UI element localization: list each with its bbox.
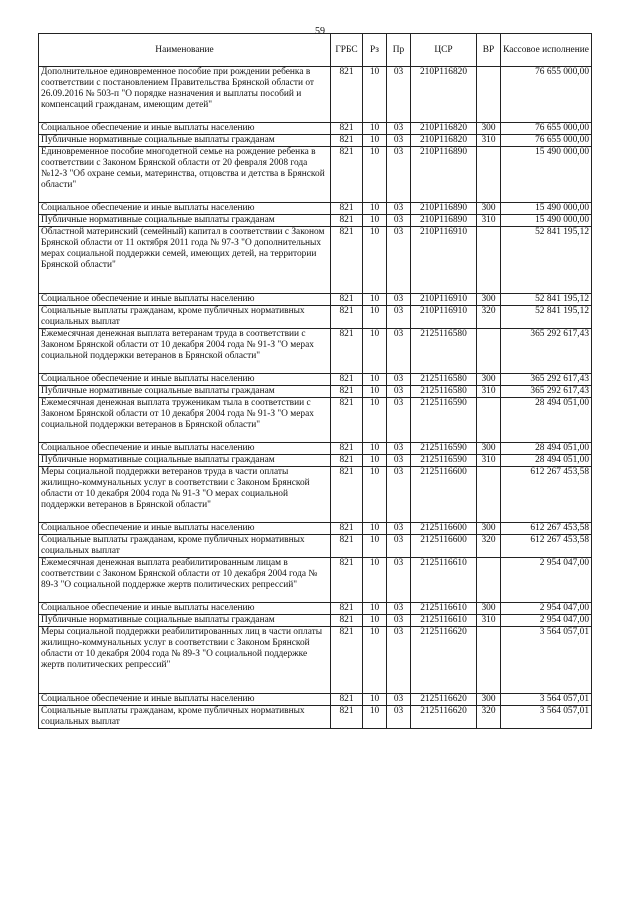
row-rz-cell: 10 bbox=[363, 329, 387, 374]
row-sum-cell: 365 292 617,43 bbox=[501, 386, 592, 398]
row-csr-cell: 2125116620 bbox=[411, 627, 477, 694]
row-name-cell: Ежемесячная денежная выплата ветеранам труда в соответствии с Законом Брянской области от 10 декабря 2004 года № 91-З "О мерах социальной поддержки ветеранов в Брянской области" bbox=[39, 329, 331, 374]
row-rz-cell: 10 bbox=[363, 227, 387, 294]
row-csr-cell: 2125116600 bbox=[411, 535, 477, 558]
row-grbs-cell: 821 bbox=[331, 374, 363, 386]
row-sum-cell: 3 564 057,01 bbox=[501, 706, 592, 729]
row-rz-cell: 10 bbox=[363, 615, 387, 627]
row-pr-cell: 03 bbox=[387, 386, 411, 398]
row-name-cell: Областной материнский (семейный) капитал в соответствии с Законом Брянской области от 11 октября 2011 года № 97-З "О дополнительных мерах социальной поддержки семей, имеющих детей, на территории Брянской области" bbox=[39, 227, 331, 294]
row-grbs-cell: 821 bbox=[331, 329, 363, 374]
row-rz-cell: 10 bbox=[363, 398, 387, 443]
row-grbs-cell: 821 bbox=[331, 67, 363, 123]
row-rz-cell: 10 bbox=[363, 147, 387, 203]
row-vr-cell bbox=[477, 467, 501, 523]
row-pr-cell: 03 bbox=[387, 467, 411, 523]
row-rz-cell: 10 bbox=[363, 467, 387, 523]
row-csr-cell: 2125116590 bbox=[411, 443, 477, 455]
table-row bbox=[39, 706, 592, 729]
row-name-cell: Социальное обеспечение и иные выплаты населению bbox=[39, 603, 331, 615]
row-sum-cell: 365 292 617,43 bbox=[501, 329, 592, 374]
table-body bbox=[39, 67, 592, 729]
row-pr-cell: 03 bbox=[387, 455, 411, 467]
row-vr-cell: 320 bbox=[477, 535, 501, 558]
row-grbs-cell: 821 bbox=[331, 215, 363, 227]
table-row bbox=[39, 558, 592, 603]
row-rz-cell: 10 bbox=[363, 215, 387, 227]
budget-table bbox=[38, 33, 592, 729]
row-name-cell: Публичные нормативные социальные выплаты гражданам bbox=[39, 386, 331, 398]
table-row bbox=[39, 135, 592, 147]
row-rz-cell: 10 bbox=[363, 558, 387, 603]
row-grbs-cell: 821 bbox=[331, 694, 363, 706]
row-rz-cell: 10 bbox=[363, 694, 387, 706]
table-row bbox=[39, 123, 592, 135]
header-pr: Пр bbox=[387, 34, 411, 67]
header-rz: Рз bbox=[363, 34, 387, 67]
row-vr-cell: 320 bbox=[477, 706, 501, 729]
row-sum-cell: 28 494 051,00 bbox=[501, 455, 592, 467]
row-rz-cell: 10 bbox=[363, 455, 387, 467]
row-sum-cell: 15 490 000,00 bbox=[501, 203, 592, 215]
row-csr-cell: 2125116580 bbox=[411, 374, 477, 386]
row-csr-cell: 210Р116910 bbox=[411, 306, 477, 329]
row-csr-cell: 210Р116890 bbox=[411, 147, 477, 203]
row-rz-cell: 10 bbox=[363, 627, 387, 694]
row-grbs-cell: 821 bbox=[331, 398, 363, 443]
row-rz-cell: 10 bbox=[363, 374, 387, 386]
row-vr-cell bbox=[477, 67, 501, 123]
row-name-cell: Социальное обеспечение и иные выплаты населению bbox=[39, 294, 331, 306]
row-rz-cell: 10 bbox=[363, 386, 387, 398]
row-grbs-cell: 821 bbox=[331, 227, 363, 294]
row-pr-cell: 03 bbox=[387, 535, 411, 558]
header-name: Наименование bbox=[39, 34, 331, 67]
row-grbs-cell: 821 bbox=[331, 443, 363, 455]
row-name-cell: Меры социальной поддержки ветеранов труда в части оплаты жилищно-коммунальных услуг в соответствии с Законом Брянской области от 10 декабря 2004 года № 91-З "О мерах социальной поддержки ветеранов в Брянской области" bbox=[39, 467, 331, 523]
row-vr-cell: 310 bbox=[477, 615, 501, 627]
row-csr-cell: 2125116580 bbox=[411, 329, 477, 374]
row-csr-cell: 2125116590 bbox=[411, 398, 477, 443]
table-row bbox=[39, 523, 592, 535]
row-pr-cell: 03 bbox=[387, 147, 411, 203]
row-name-cell: Социальное обеспечение и иные выплаты населению bbox=[39, 523, 331, 535]
row-pr-cell: 03 bbox=[387, 694, 411, 706]
table-row bbox=[39, 467, 592, 523]
row-csr-cell: 2125116620 bbox=[411, 694, 477, 706]
row-name-cell: Социальные выплаты гражданам, кроме публичных нормативных социальных выплат bbox=[39, 706, 331, 729]
row-sum-cell: 365 292 617,43 bbox=[501, 374, 592, 386]
row-csr-cell: 210Р116910 bbox=[411, 294, 477, 306]
row-pr-cell: 03 bbox=[387, 374, 411, 386]
row-sum-cell: 76 655 000,00 bbox=[501, 135, 592, 147]
row-vr-cell bbox=[477, 147, 501, 203]
row-vr-cell bbox=[477, 398, 501, 443]
row-grbs-cell: 821 bbox=[331, 135, 363, 147]
table-row bbox=[39, 329, 592, 374]
header-sum: Кассовое исполнение bbox=[501, 34, 592, 67]
row-name-cell: Публичные нормативные социальные выплаты гражданам bbox=[39, 615, 331, 627]
row-csr-cell: 210Р116890 bbox=[411, 203, 477, 215]
row-grbs-cell: 821 bbox=[331, 203, 363, 215]
row-rz-cell: 10 bbox=[363, 294, 387, 306]
row-rz-cell: 10 bbox=[363, 443, 387, 455]
row-csr-cell: 2125116610 bbox=[411, 615, 477, 627]
row-name-cell: Ежемесячная денежная выплата труженикам тыла в соответствии с Законом Брянской области от 10 декабря 2004 года № 91-З "О мерах социальной поддержки ветеранов в Брянской области" bbox=[39, 398, 331, 443]
row-name-cell: Публичные нормативные социальные выплаты гражданам bbox=[39, 135, 331, 147]
row-vr-cell: 320 bbox=[477, 306, 501, 329]
row-csr-cell: 210Р116910 bbox=[411, 227, 477, 294]
row-vr-cell: 300 bbox=[477, 523, 501, 535]
row-vr-cell bbox=[477, 329, 501, 374]
row-csr-cell: 210Р116890 bbox=[411, 215, 477, 227]
row-csr-cell: 2125116610 bbox=[411, 603, 477, 615]
row-sum-cell: 15 490 000,00 bbox=[501, 215, 592, 227]
row-name-cell: Публичные нормативные социальные выплаты гражданам bbox=[39, 455, 331, 467]
header-grbs: ГРБС bbox=[331, 34, 363, 67]
row-pr-cell: 03 bbox=[387, 398, 411, 443]
row-vr-cell: 310 bbox=[477, 386, 501, 398]
row-grbs-cell: 821 bbox=[331, 123, 363, 135]
row-pr-cell: 03 bbox=[387, 135, 411, 147]
row-csr-cell: 210Р116820 bbox=[411, 123, 477, 135]
table-row bbox=[39, 627, 592, 694]
table-row bbox=[39, 455, 592, 467]
row-pr-cell: 03 bbox=[387, 329, 411, 374]
row-vr-cell bbox=[477, 227, 501, 294]
row-vr-cell bbox=[477, 627, 501, 694]
header-vr: ВР bbox=[477, 34, 501, 67]
row-name-cell: Социальные выплаты гражданам, кроме публичных нормативных социальных выплат bbox=[39, 306, 331, 329]
row-pr-cell: 03 bbox=[387, 203, 411, 215]
row-sum-cell: 28 494 051,00 bbox=[501, 443, 592, 455]
row-vr-cell: 310 bbox=[477, 455, 501, 467]
row-grbs-cell: 821 bbox=[331, 455, 363, 467]
row-name-cell: Социальные выплаты гражданам, кроме публичных нормативных социальных выплат bbox=[39, 535, 331, 558]
row-grbs-cell: 821 bbox=[331, 706, 363, 729]
row-csr-cell: 210Р116820 bbox=[411, 135, 477, 147]
row-sum-cell: 2 954 047,00 bbox=[501, 603, 592, 615]
row-grbs-cell: 821 bbox=[331, 306, 363, 329]
row-grbs-cell: 821 bbox=[331, 294, 363, 306]
row-vr-cell: 300 bbox=[477, 123, 501, 135]
row-grbs-cell: 821 bbox=[331, 627, 363, 694]
row-vr-cell bbox=[477, 558, 501, 603]
row-sum-cell: 2 954 047,00 bbox=[501, 615, 592, 627]
row-sum-cell: 52 841 195,12 bbox=[501, 306, 592, 329]
row-grbs-cell: 821 bbox=[331, 603, 363, 615]
table-row bbox=[39, 147, 592, 203]
row-rz-cell: 10 bbox=[363, 135, 387, 147]
row-sum-cell: 612 267 453,58 bbox=[501, 535, 592, 558]
row-sum-cell: 52 841 195,12 bbox=[501, 294, 592, 306]
table-header bbox=[39, 34, 592, 67]
row-vr-cell: 300 bbox=[477, 294, 501, 306]
row-rz-cell: 10 bbox=[363, 523, 387, 535]
row-csr-cell: 2125116600 bbox=[411, 523, 477, 535]
row-sum-cell: 3 564 057,01 bbox=[501, 694, 592, 706]
row-csr-cell: 2125116610 bbox=[411, 558, 477, 603]
row-pr-cell: 03 bbox=[387, 615, 411, 627]
table-row bbox=[39, 306, 592, 329]
row-sum-cell: 612 267 453,58 bbox=[501, 523, 592, 535]
row-pr-cell: 03 bbox=[387, 67, 411, 123]
row-pr-cell: 03 bbox=[387, 227, 411, 294]
table-row bbox=[39, 443, 592, 455]
row-name-cell: Публичные нормативные социальные выплаты гражданам bbox=[39, 215, 331, 227]
row-sum-cell: 76 655 000,00 bbox=[501, 67, 592, 123]
row-vr-cell: 300 bbox=[477, 694, 501, 706]
table-row bbox=[39, 203, 592, 215]
row-sum-cell: 52 841 195,12 bbox=[501, 227, 592, 294]
row-csr-cell: 2125116590 bbox=[411, 455, 477, 467]
page-number: 59 bbox=[315, 26, 325, 37]
table-row bbox=[39, 294, 592, 306]
row-grbs-cell: 821 bbox=[331, 523, 363, 535]
row-sum-cell: 3 564 057,01 bbox=[501, 627, 592, 694]
row-grbs-cell: 821 bbox=[331, 535, 363, 558]
row-name-cell: Ежемесячная денежная выплата реабилитированным лицам в соответствии с Законом Брянской области от 10 декабря 2004 года № 89-З "О социальной поддержке жертв политических репрессий" bbox=[39, 558, 331, 603]
row-sum-cell: 2 954 047,00 bbox=[501, 558, 592, 603]
row-name-cell: Социальное обеспечение и иные выплаты населению bbox=[39, 374, 331, 386]
row-csr-cell: 210Р116820 bbox=[411, 67, 477, 123]
row-name-cell: Социальное обеспечение и иные выплаты населению bbox=[39, 694, 331, 706]
row-vr-cell: 300 bbox=[477, 203, 501, 215]
row-pr-cell: 03 bbox=[387, 443, 411, 455]
row-vr-cell: 300 bbox=[477, 443, 501, 455]
row-csr-cell: 2125116580 bbox=[411, 386, 477, 398]
table-row bbox=[39, 603, 592, 615]
row-grbs-cell: 821 bbox=[331, 386, 363, 398]
row-name-cell: Единовременное пособие многодетной семье на рождение ребенка в соответствии с Законом Брянской области от 20 февраля 2008 года №12-З "Об охране семьи, материнства, отцовства и детства в Брянской области" bbox=[39, 147, 331, 203]
row-pr-cell: 03 bbox=[387, 294, 411, 306]
row-name-cell: Дополнительное единовременное пособие при рождении ребенка в соответствии с постановлением Правительства Брянской области от 26.09.2016 № 503-п "О порядке назначения и выплаты пособий и компенсаций гражданам, имеющим детей" bbox=[39, 67, 331, 123]
row-rz-cell: 10 bbox=[363, 123, 387, 135]
table-row bbox=[39, 398, 592, 443]
row-name-cell: Социальное обеспечение и иные выплаты населению bbox=[39, 443, 331, 455]
row-grbs-cell: 821 bbox=[331, 147, 363, 203]
table-row bbox=[39, 694, 592, 706]
row-grbs-cell: 821 bbox=[331, 467, 363, 523]
row-rz-cell: 10 bbox=[363, 203, 387, 215]
row-name-cell: Социальное обеспечение и иные выплаты населению bbox=[39, 203, 331, 215]
row-pr-cell: 03 bbox=[387, 627, 411, 694]
row-grbs-cell: 821 bbox=[331, 558, 363, 603]
table-row bbox=[39, 215, 592, 227]
table-row bbox=[39, 535, 592, 558]
row-pr-cell: 03 bbox=[387, 306, 411, 329]
row-pr-cell: 03 bbox=[387, 603, 411, 615]
row-rz-cell: 10 bbox=[363, 706, 387, 729]
row-rz-cell: 10 bbox=[363, 603, 387, 615]
header-csr: ЦСР bbox=[411, 34, 477, 67]
row-sum-cell: 612 267 453,58 bbox=[501, 467, 592, 523]
row-csr-cell: 2125116600 bbox=[411, 467, 477, 523]
row-pr-cell: 03 bbox=[387, 558, 411, 603]
row-csr-cell: 2125116620 bbox=[411, 706, 477, 729]
table-row bbox=[39, 386, 592, 398]
table-row bbox=[39, 374, 592, 386]
row-vr-cell: 300 bbox=[477, 603, 501, 615]
table-row bbox=[39, 615, 592, 627]
row-pr-cell: 03 bbox=[387, 215, 411, 227]
row-pr-cell: 03 bbox=[387, 123, 411, 135]
row-rz-cell: 10 bbox=[363, 67, 387, 123]
row-vr-cell: 310 bbox=[477, 135, 501, 147]
row-sum-cell: 15 490 000,00 bbox=[501, 147, 592, 203]
row-sum-cell: 28 494 051,00 bbox=[501, 398, 592, 443]
row-vr-cell: 310 bbox=[477, 215, 501, 227]
row-name-cell: Социальное обеспечение и иные выплаты населению bbox=[39, 123, 331, 135]
row-rz-cell: 10 bbox=[363, 535, 387, 558]
row-sum-cell: 76 655 000,00 bbox=[501, 123, 592, 135]
row-pr-cell: 03 bbox=[387, 706, 411, 729]
row-rz-cell: 10 bbox=[363, 306, 387, 329]
table-row bbox=[39, 67, 592, 123]
row-grbs-cell: 821 bbox=[331, 615, 363, 627]
table-row bbox=[39, 227, 592, 294]
row-name-cell: Меры социальной поддержки реабилитированных лиц в части оплаты жилищно-коммунальных услуг в соответствии с Законом Брянской области от 10 декабря 2004 года № 89-З "О социальной поддержке жертв политических репрессий" bbox=[39, 627, 331, 694]
row-vr-cell: 300 bbox=[477, 374, 501, 386]
row-pr-cell: 03 bbox=[387, 523, 411, 535]
